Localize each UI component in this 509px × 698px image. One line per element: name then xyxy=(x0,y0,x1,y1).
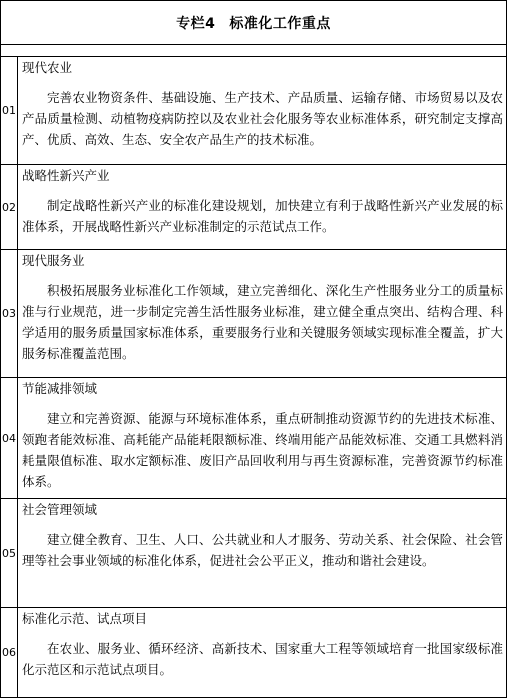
row-heading: 社会管理领域 xyxy=(22,502,98,517)
row-number: 06 xyxy=(1,608,18,698)
row-heading: 节能减排领域 xyxy=(22,381,98,396)
row-number: 02 xyxy=(1,165,18,250)
row-content xyxy=(18,57,507,165)
row-heading: 战略性新兴产业 xyxy=(22,168,110,183)
table-row xyxy=(1,250,507,378)
table-row xyxy=(1,499,507,608)
row-body: 完善农业物资条件、基础设施、生产技术、产品质量、运输存储、市场贸易以及农产品质量检测、动植物疫病防控以及农业社会化服务等农业标准体系，研究制定支撑高产、优质、高效、生态、安全农产品生产的技术标准。 xyxy=(22,90,503,147)
row-content xyxy=(18,608,507,698)
row-body: 建立健全教育、卫生、人口、公共就业和人才服务、劳动关系、社会保险、社会管理等社会事业领域的标准化体系，促进社会公平正义，推动和谐社会建设。 xyxy=(22,532,503,568)
row-heading: 现代服务业 xyxy=(22,253,85,268)
box-title-text: 标准化工作重点 xyxy=(229,15,331,32)
table-row xyxy=(1,57,507,165)
box-title xyxy=(1,1,507,45)
row-heading: 现代农业 xyxy=(22,60,73,75)
row-number: 03 xyxy=(1,250,18,378)
row-heading: 标准化示范、试点项目 xyxy=(22,611,148,626)
row-body: 建立和完善资源、能源与环境标准体系，重点研制推动资源节约的先进技术标准、领跑者能效标准、高耗能产品能耗限额标准、终端用能产品能效标准、交通工具燃料消耗量限值标准、取水定额标准、废旧产品回收利用与再生资源标准，完善资源节约标准体系。 xyxy=(22,411,503,489)
title-spacer xyxy=(1,45,507,57)
row-body: 积极拓展服务业标准化工作领域，建立完善细化、深化生产性服务业分工的质量标准与行业规范，进一步制定完善生活性服务业标准，建立健全重点突出、结构合理、科学适用的服务质量国家标准体系，重要服务行业和关键服务领域实现标准全覆盖，扩大服务标准覆盖范围。 xyxy=(22,283,503,361)
table-row xyxy=(1,165,507,250)
row-body: 在农业、服务业、循环经济、高新技术、国家重大工程等领域培育一批国家级标准化示范区和示范试点项目。 xyxy=(22,641,503,677)
table-row xyxy=(1,378,507,499)
row-number: 01 xyxy=(1,57,18,165)
row-number: 04 xyxy=(1,378,18,499)
row-content xyxy=(18,250,507,378)
row-content xyxy=(18,165,507,250)
row-content xyxy=(18,499,507,608)
box-title-label: 专栏4 xyxy=(176,15,216,32)
table-row xyxy=(1,608,507,698)
row-number: 05 xyxy=(1,499,18,608)
row-body: 制定战略性新兴产业的标准化建设规划，加快建立有利于战略性新兴产业发展的标准体系，开展战略性新兴产业标准制定的示范试点工作。 xyxy=(22,198,503,234)
row-content xyxy=(18,378,507,499)
